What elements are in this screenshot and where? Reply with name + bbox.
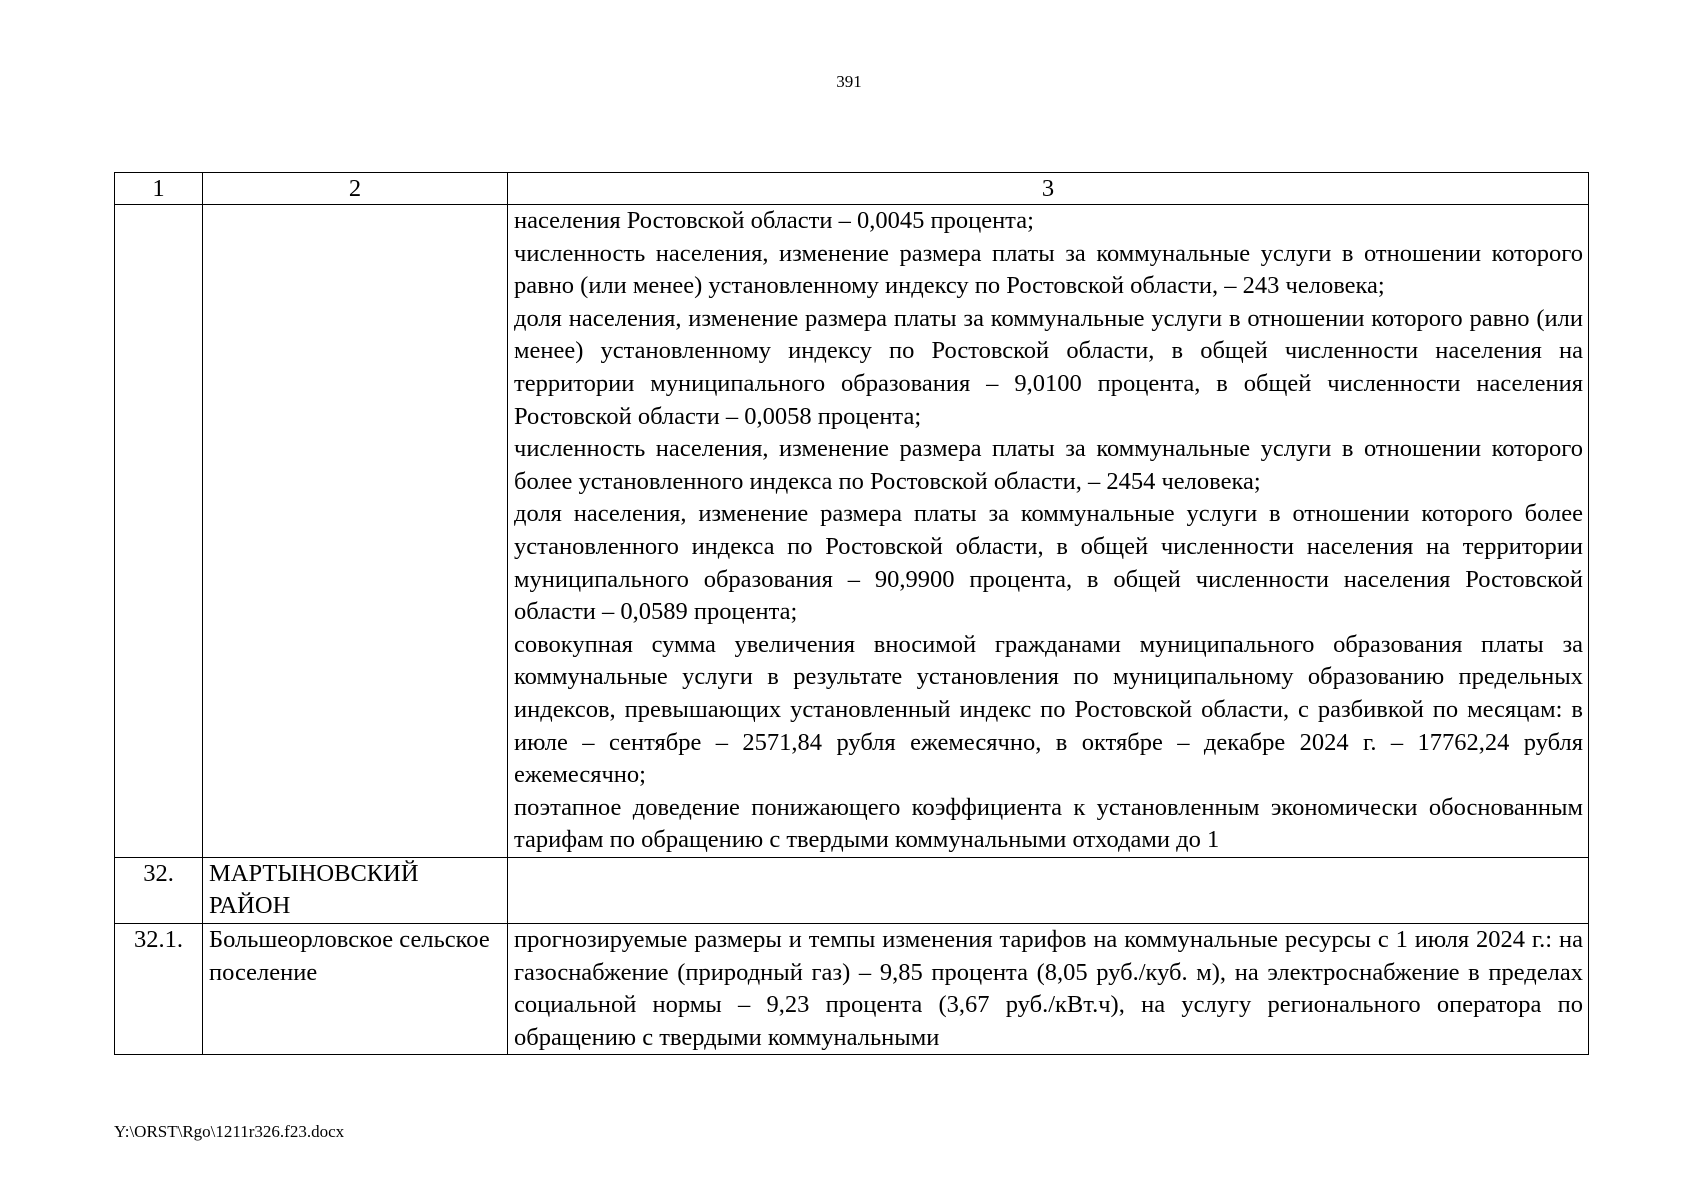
row-number-cell: 32. (115, 857, 203, 923)
page-number: 391 (836, 72, 862, 91)
paragraph: доля населения, изменение размера платы за коммунальные услуги в отношении которого более установленного индекса по Ростовской области, в общей численности населения на территории муниципального образования – 90,9900 процента, в общей численности населения Ростовской области – 0,0589 процента; (514, 500, 1583, 626)
table-row (115, 924, 1589, 1055)
row-text-cell (508, 857, 1589, 923)
table-row-continuation (115, 205, 1589, 858)
paragraph: поэтапное доведение понижающего коэффициента к установленным экономически обоснованным тарифам по обращению с твердыми коммунальными отходами до 1 (514, 793, 1583, 854)
paragraph: населения Ростовской области – 0,0045 процента; (514, 207, 1034, 234)
table-header-row (115, 173, 1589, 205)
row-name-cell: МАРТЫНОВСКИЙ РАЙОН (203, 857, 508, 923)
paragraph: численность населения, изменение размера платы за коммунальные услуги в отношении которого более установленного индекса по Ростовской области, – 2454 человека; (514, 435, 1583, 495)
header-col-3: 3 (508, 173, 1589, 205)
paragraph: доля населения, изменение размера платы за коммунальные услуги в отношении которого равно (или менее) установленному индексу по Ростовской области, в общей численности населения на территории муниципального образования – 9,0100 процента, в общей численности населения Ростовской области – 0,0058 процента; (514, 304, 1583, 430)
row-name-cell (203, 205, 508, 858)
header-col-2: 2 (203, 173, 508, 205)
data-table (114, 172, 1589, 1055)
paragraph: численность населения, изменение размера платы за коммунальные услуги в отношении которого равно (или менее) установленному индексу по Ростовской области, – 243 человека; (514, 239, 1583, 300)
row-number-cell (115, 205, 203, 858)
row-name-cell: Большеорловское сельское поселение (203, 924, 508, 1055)
continuation-text (514, 205, 1583, 857)
file-path-footer: Y:\ORST\Rgo\1211r326.f23.docx (114, 1122, 345, 1141)
header-col-1: 1 (115, 173, 203, 205)
row-text-cell (508, 205, 1589, 858)
paragraph: совокупная сумма увеличения вносимой гражданами муниципального образования платы за коммунальные услуги в результате установления по муниципальному образованию предельных индексов, превышающих установленный индекс по Ростовской области, с разбивкой по месяцам: в июле – сентябре – 2571,84 рубля ежемесячно, в октябре – декабре 2024 г. – 17762,24 рубля ежемесячно; (514, 630, 1583, 789)
row-number-cell: 32.1. (115, 924, 203, 1055)
table-row (115, 857, 1589, 923)
row-text-cell (508, 924, 1589, 1055)
row-text: прогнозируемые размеры и темпы изменения тарифов на коммунальные ресурсы с 1 июля 2024 г.: на газоснабжение (природный газ) – 9,85 процента (8,05 руб./куб. м), на электроснабжение в пределах социальной нормы – 9,23 процента (3,67 руб./кВт.ч), на услугу регионального оператора по обращению с твердыми коммунальными (514, 926, 1583, 1051)
